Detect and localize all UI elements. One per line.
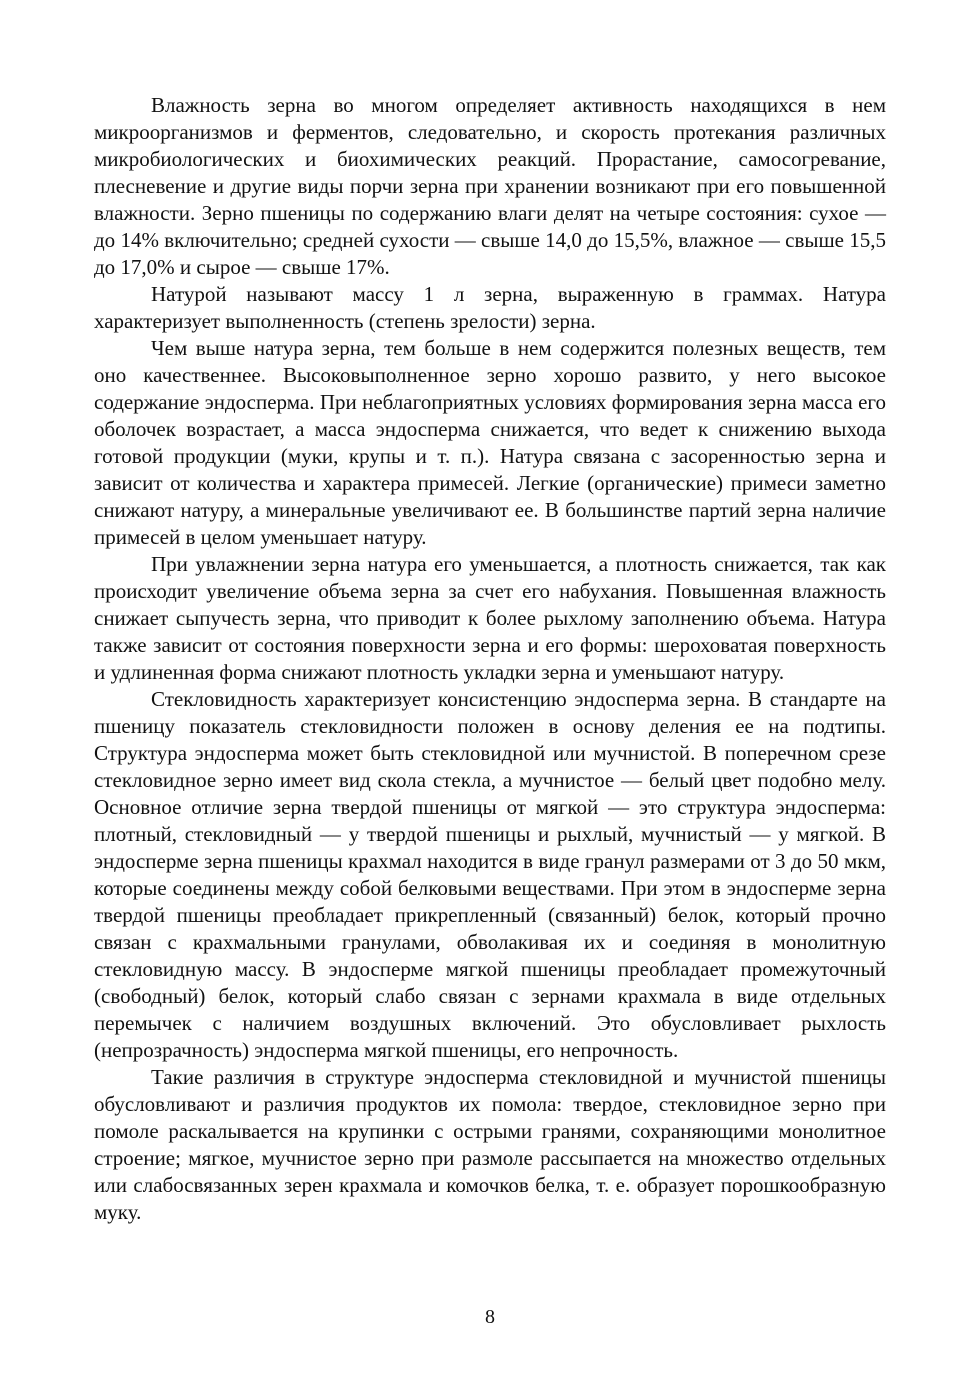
paragraph-wetting-effect: При увлажнении зерна натура его уменьшается, а плотность снижается, так как происходит увеличение объема зерна за счет его набухания. Повышенная влажность снижает сыпучесть зерна, что приводит к более рыхлому заполнению объема. Натура также зависит от состояния поверхности зерна и его формы: шероховатая поверхность и удлиненная форма снижают плотность укладки зерна и уменьшают натуру. bbox=[94, 552, 886, 684]
page-body bbox=[94, 92, 886, 1226]
paragraph-vitreousness: Стекловидность характеризует консистенцию эндосперма зерна. В стандарте на пшеницу показатель стекловидности положен в основу деления ее на подтипы. Структура эндосперма может быть стекловидной или мучнистой. В поперечном срезе стекловидное зерно имеет вид скола стекла, а мучнистое — белый цвет подобно мелу. Основное отличие зерна твердой пшеницы от мягкой — это структура эндосперма: плотный, стекловидный — у твердой пшеницы и рыхлый, мучнистый — у мягкой. В эндосперме зерна пшеницы крахмал находится в виде гранул размерами от 3 до 50 мкм, которые соединены между собой белковыми веществами. При этом в эндосперме зерна твердой пшеницы преобладает прикрепленный (связанный) белок, который прочно связан с крахмальными гранулами, обволакивая их и соединяя в монолитную стекловидную массу. В эндосперме мягкой пшеницы преобладает промежуточный (свободный) белок, который слабо связан с зернами крахмала в виде отдельных перемычек с наличием воздушных включений. Это обусловливает рыхлость (непрозрачность) эндосперма мягкой пшеницы, его непрочность. bbox=[94, 687, 886, 1062]
paragraph-test-weight-quality: Чем выше натура зерна, тем больше в нем содержится полезных веществ, тем оно качественнее. Высоковыполненное зерно хорошо развито, у него высокое содержание эндосперма. При неблагоприятных условиях формирования зерна масса его оболочек возрастает, а масса эндосперма снижается, что ведет к снижению выхода готовой продукции (муки, крупы и т. п.). Натура связана с засоренностью зерна и зависит от количества и характера примесей. Легкие (органические) примеси заметно снижают натуру, а минеральные увеличивают ее. В большинстве партий зерна наличие примесей в целом уменьшает натуру. bbox=[94, 336, 886, 549]
page-number: 8 bbox=[485, 1306, 495, 1328]
paragraph-moisture: Влажность зерна во многом определяет активность находящихся в нем микроорганизмов и ферментов, следовательно, и скорость протекания различных микробиологических и биохимических реакций. Прорастание, самосогревание, плесневение и другие виды порчи зерна при хранении возникают при его повышенной влажности. Зерно пшеницы по содержанию влаги делят на четыре состояния: сухое — до 14% включительно; средней сухости — свыше 14,0 до 15,5%, влажное — свыше 15,5 до 17,0% и сырое — свыше 17%. bbox=[94, 93, 886, 279]
paragraph-test-weight-definition: Натурой называют массу 1 л зерна, выраженную в граммах. Натура характеризует выполненность (степень зрелости) зерна. bbox=[94, 282, 886, 333]
paragraph-milling-differences: Такие различия в структуре эндосперма стекловидной и мучнистой пшеницы обусловливают и различия продуктов их помола: твердое, стекловидное зерно при помоле раскалывается на крупинки с острыми гранями, сохраняющими монолитное строение; мягкое, мучнистое зерно при размоле рассыпается на множество отдельных или слабосвязанных зерен крахмала и комочков белка, т. е. образует порошкообразную муку. bbox=[94, 1065, 886, 1224]
